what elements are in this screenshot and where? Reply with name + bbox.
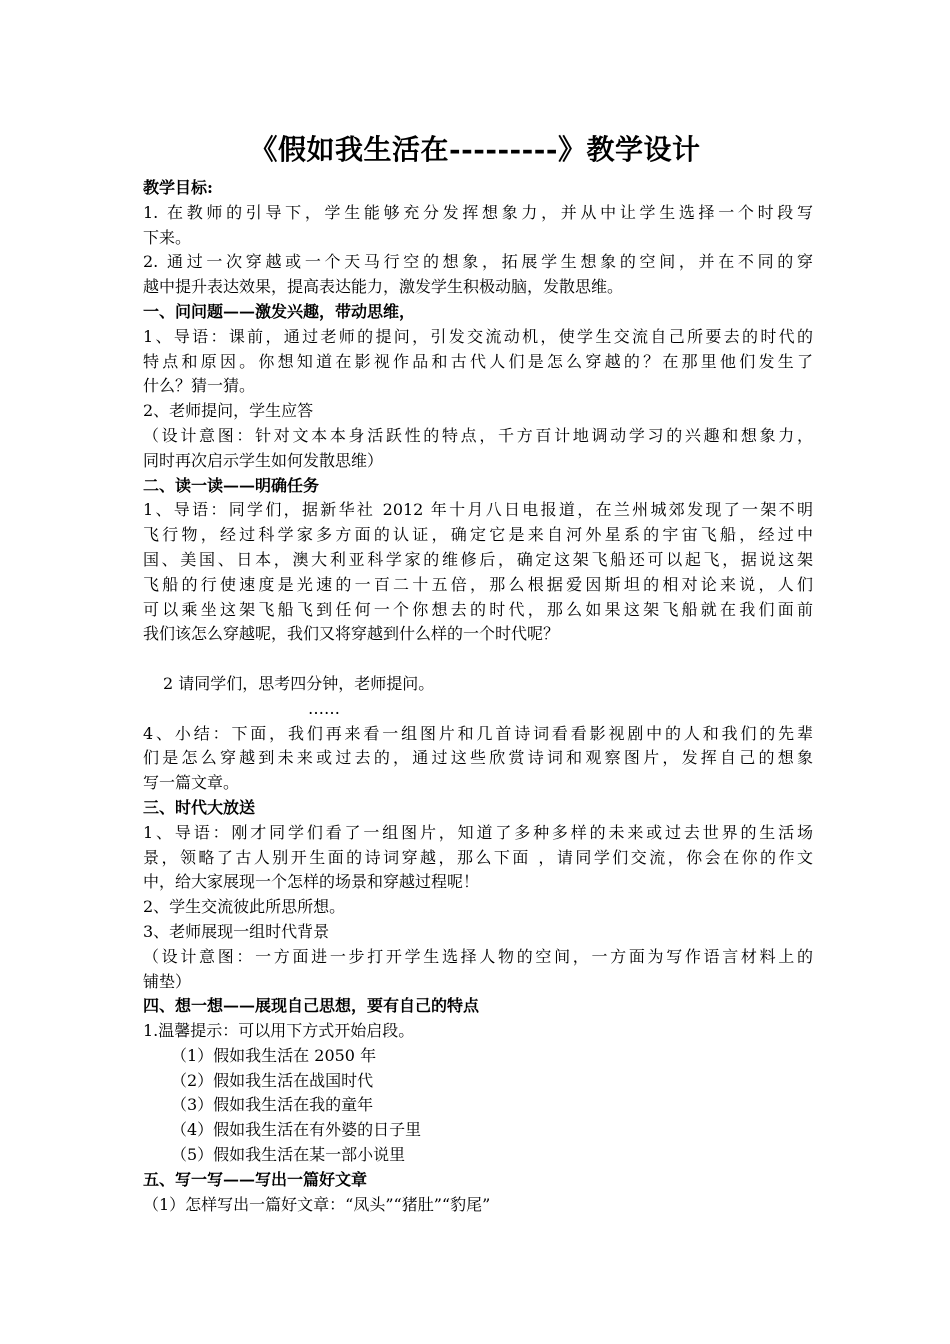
section-1-paragraph-line: 什么？猜一猜。 [143,376,256,396]
section-2-paragraph-line: 飞船的行使速度是光速的一百二十五倍，那么根据爱因斯坦的相对论来说，人们 [143,574,813,594]
section-3-design-intent-line: （设计意图：一方面进一步打开学生选择人物的空间，一方面为写作语言材料上的 [143,946,813,966]
section-3-paragraph-line: 1、导语：刚才同学们看了一组图片，知道了多种多样的未来或过去世界的生活场 [143,822,813,842]
section-3-paragraph-line: 景，领略了古人别开生面的诗词穿越，那么下面 ，请同学们交流，你会在你的作文 [143,847,813,867]
section-3-step-3: 3、老师展现一组时代背景 [143,921,330,941]
document-title: 《假如我生活在---------》教学设计 [249,133,701,166]
ellipsis: …… [308,698,340,718]
document-body [143,176,813,1217]
section-2-paragraph-line: 1、导语：同学们，据新华社 2012 年十月八日电报道，在兰州城郊发现了一架不明 [143,500,813,520]
section-5-heading: 五、写一写——写出一篇好文章 [143,1169,368,1189]
section-2-paragraph-line: 飞行物，经过科学家多方面的认证，确定它是来自河外星系的宇宙飞船，经过中 [143,525,813,545]
section-1-paragraph-line: 1、导语：课前，通过老师的提问，引发交流动机，使学生交流自己所要去的时代的 [143,326,813,346]
section-2-paragraph-line: 可以乘坐这架飞船飞到任何一个你想去的时代，那么如果这架飞船就在我们面前 [143,599,813,619]
objective-1-line-1: 1. 在教师的引导下，学生能够充分发挥想象力，并从中让学生选择一个时段写 [143,202,813,222]
section-1-paragraph-line: 特点和原因。你想知道在影视作品和古代人们是怎么穿越的？在那里他们发生了 [143,351,813,371]
section-1-heading: 一、问问题——激发兴趣，带动思维， [143,301,416,321]
spacer [143,647,813,672]
section-4-intro: 1.温馨提示：可以用下方式开始启段。 [143,1021,415,1041]
section-2-summary-line: 4、小结：下面，我们再来看一组图片和几首诗词看看影视剧中的人和我们的先辈 [143,723,813,743]
objective-2-line-2: 越中提升表达效果，提高表达能力，激发学生积极动脑，发散思维。 [143,277,624,297]
section-4-heading: 四、想一想——展现自己思想，要有自己的特点 [143,996,480,1016]
list-item: （5）假如我生活在某一部小说里 [171,1145,406,1165]
section-3-heading: 三、时代大放送 [143,797,256,817]
list-item: （3）假如我生活在我的童年 [171,1095,374,1115]
section-5-paragraph: （1）怎样写出一篇好文章：“凤头”“猪肚”“豹尾” [143,1194,491,1214]
objectives-heading: 教学目标: [143,178,213,197]
section-2-paragraph-line: 国、美国、日本，澳大利亚科学家的维修后，确定这架飞船还可以起飞，据说这架 [143,549,813,569]
section-1-design-intent-line: 同时再次启示学生如何发散思维） [143,450,384,470]
section-1-design-intent-line: （设计意图：针对文本本身活跃性的特点，千方百计地调动学习的兴趣和想象力， [143,425,813,445]
list-item: （2）假如我生活在战国时代 [171,1070,374,1090]
objective-1-line-2: 下来。 [143,227,192,247]
section-2-heading: 二、读一读——明确任务 [143,475,320,495]
section-2-summary-line: 们是怎么穿越到未来或过去的，通过这些欣赏诗词和观察图片，发挥自己的想象 [143,748,813,768]
section-2-summary-line: 写一篇文章。 [143,773,240,793]
objective-2-line-1: 2. 通过一次穿越或一个天马行空的想象，拓展学生想象的空间，并在不同的穿 [143,252,813,272]
section-1-step-2: 2、老师提问，学生应答 [143,401,314,421]
list-item: （1）假如我生活在 2050 年 [171,1045,377,1065]
section-3-design-intent-line: 铺垫） [143,971,192,991]
list-item: （4）假如我生活在有外婆的日子里 [171,1120,422,1140]
section-3-step-2: 2、学生交流彼此所思所想。 [143,897,346,917]
section-2-step-2: 2 请同学们，思考四分钟，老师提问。 [163,673,435,693]
section-3-paragraph-line: 中，给大家展现一个怎样的场景和穿越过程呢！ [143,872,480,892]
section-2-paragraph-line: 我们该怎么穿越呢，我们又将穿越到什么样的一个时代呢？ [143,624,560,644]
